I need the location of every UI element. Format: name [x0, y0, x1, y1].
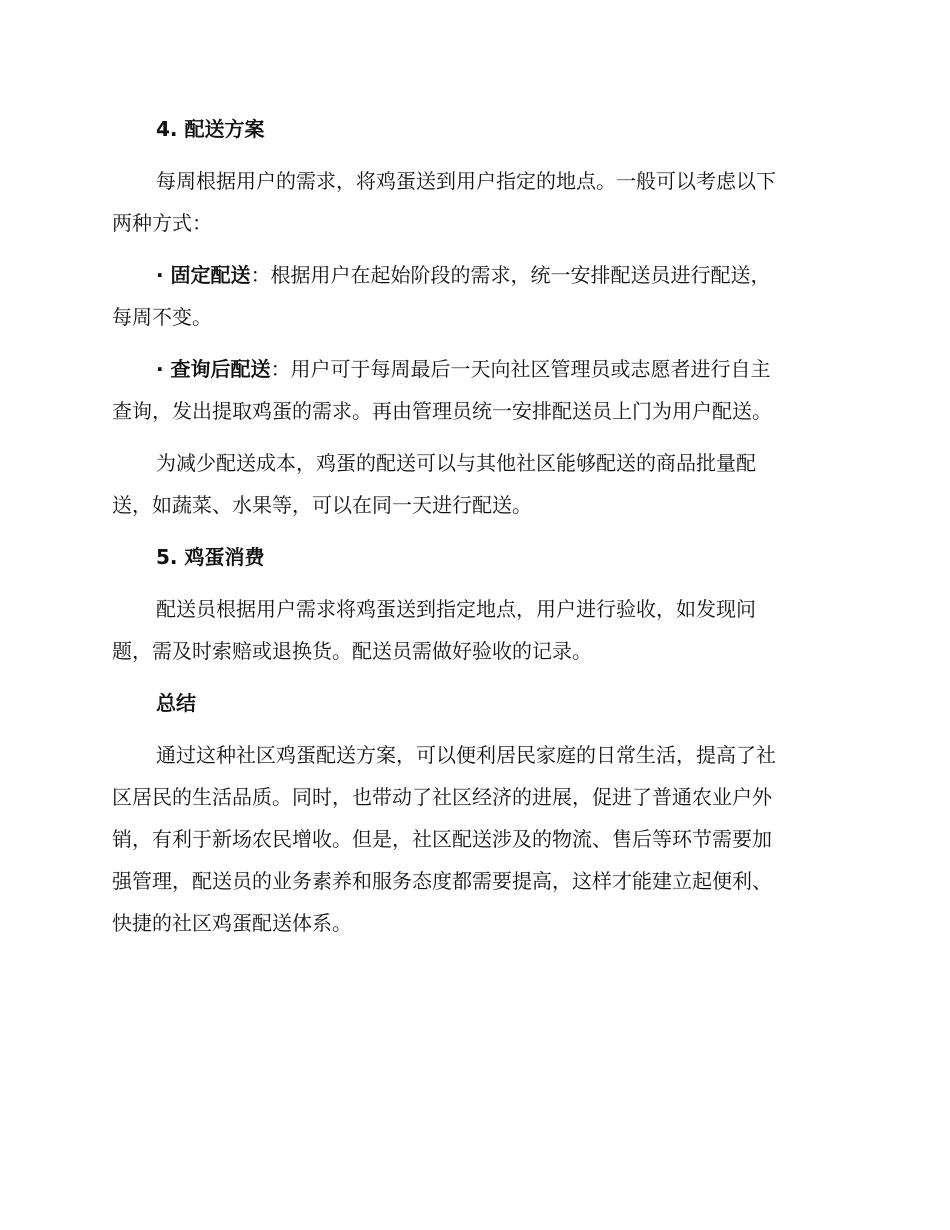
- section-4-intro: [112, 160, 834, 244]
- paragraph-line: 配送员根据用户需求将鸡蛋送到指定地点，用户进行验收，如发现问: [156, 597, 756, 621]
- query-delivery-text: ：用户可于每周最后一天向社区管理员或志愿者进行自主: [270, 357, 771, 381]
- paragraph-line: 题，需及时索赔或退换货。配送员需做好验收的记录。: [112, 639, 592, 663]
- section-5-heading: 5. 鸡蛋消费: [156, 545, 265, 569]
- paragraph-line: 每周不变。: [112, 305, 212, 329]
- paragraph-line: 每周根据用户的需求，将鸡蛋送到用户指定的地点。一般可以考虑以下: [156, 169, 776, 193]
- document-content: [112, 108, 834, 954]
- paragraph-line: 送，如蔬菜、水果等，可以在同一天进行配送。: [112, 493, 532, 517]
- paragraph-line: 两种方式：: [112, 211, 212, 235]
- query-delivery-item: [112, 348, 834, 432]
- paragraph-line: 通过这种社区鸡蛋配送方案，可以便利居民家庭的日常生活，提高了社: [156, 743, 776, 767]
- summary-body: [112, 734, 834, 944]
- paragraph-line: 区居民的生活品质。同时，也带动了社区经济的进展，促进了普通农业户外: [112, 785, 772, 809]
- fixed-delivery-item: [112, 254, 834, 338]
- fixed-delivery-text: ：根据用户在起始阶段的需求，统一安排配送员进行配送，: [250, 263, 771, 287]
- section-5-body: [112, 588, 834, 672]
- paragraph-line: 销，有利于新场农民增收。但是，社区配送涉及的物流、售后等环节需要加: [112, 827, 772, 851]
- paragraph-line: 查询，发出提取鸡蛋的需求。再由管理员统一安排配送员上门为用户配送。: [112, 399, 772, 423]
- paragraph-line: [112, 348, 834, 390]
- query-delivery-label: · 查询后配送: [156, 357, 271, 381]
- summary-heading: 总结: [156, 691, 196, 715]
- paragraph-line: 强管理，配送员的业务素养和服务态度都需要提高，这样才能建立起便利、: [112, 869, 772, 893]
- fixed-delivery-label: · 固定配送: [156, 263, 251, 287]
- paragraph-line: 为减少配送成本，鸡蛋的配送可以与其他社区能够配送的商品批量配: [156, 451, 756, 475]
- section-4-heading: 4. 配送方案: [156, 117, 265, 141]
- cost-reduction-paragraph: [112, 442, 834, 526]
- paragraph-line: 快捷的社区鸡蛋配送体系。: [112, 911, 352, 935]
- paragraph-line: [112, 254, 834, 296]
